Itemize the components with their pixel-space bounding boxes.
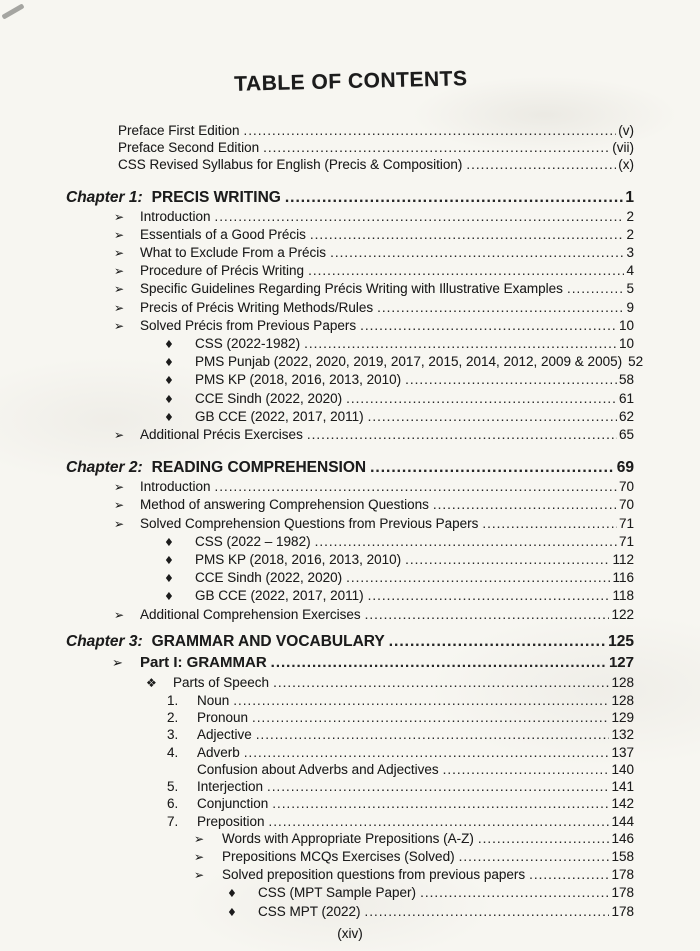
toc-entry-label: CCE Sindh (2022, 2020) <box>195 390 343 406</box>
toc-entry <box>167 778 634 795</box>
toc-entry-page: 62 <box>618 408 634 424</box>
diamond-bullet-icon: ♦ <box>164 410 174 424</box>
toc-entry-page: 5 <box>626 281 634 297</box>
toc-entry-page: 142 <box>611 796 634 812</box>
toc-entry-label: PMS Punjab (2022, 2020, 2019, 2017, 2015, 2014, 2012, 2009 & 2005) <box>195 354 623 370</box>
toc-entry-page: 140 <box>611 761 634 777</box>
dot-leader <box>405 551 610 568</box>
toc-entry <box>164 390 634 408</box>
front-matter-label: CSS Revised Syllabus for English (Precis & Composition) <box>118 157 463 173</box>
front-matter-label: Preface Second Edition <box>118 140 260 156</box>
toc-entry-label: Words with Appropriate Prepositions (A-Z) <box>222 830 474 846</box>
toc-entry-label: Prepositions MCQs Exercises (Solved) <box>222 848 455 864</box>
toc-entry-page: 118 <box>612 588 634 604</box>
toc-entry <box>167 692 634 709</box>
toc-entry-label: Parts of Speech <box>173 674 270 690</box>
toc-entry-label: Adjective <box>197 727 252 743</box>
toc-entry-page: 58 <box>618 372 634 388</box>
diamond-bullet-icon: ♦ <box>164 338 174 352</box>
toc-entry-page: 132 <box>611 727 634 743</box>
toc-entry <box>146 674 634 692</box>
toc-entry <box>164 569 634 587</box>
item-number: 6. <box>167 796 179 812</box>
diamond-bullet-icon: ♦ <box>164 572 174 586</box>
toc-entry <box>164 371 634 389</box>
dot-leader <box>271 652 607 673</box>
toc-entry <box>197 761 634 778</box>
page-title: TABLE OF CONTENTS <box>233 67 468 96</box>
toc-entry-label: Preposition <box>197 813 265 829</box>
toc-entry-page: 10 <box>618 317 634 333</box>
chapter-heading <box>66 632 634 652</box>
toc-entry <box>167 709 634 726</box>
toc-entry-page: 61 <box>618 390 634 406</box>
chapter-label: Chapter 2: <box>66 459 143 477</box>
toc-entry <box>114 515 634 533</box>
toc-entry-label: Introduction <box>140 479 211 495</box>
toc-entry <box>227 884 634 902</box>
toc-entry-label: Procedure of Précis Writing <box>140 263 305 279</box>
page-number-footer: (xiv) <box>337 925 363 941</box>
dot-leader <box>360 317 617 334</box>
dot-leader <box>368 587 611 604</box>
toc-entry-label: Introduction <box>140 208 211 224</box>
front-matter-label: Preface First Edition <box>118 123 240 138</box>
toc-entry-label: CSS (MPT Sample Paper) <box>258 885 417 901</box>
toc-entry-page: 128 <box>611 674 634 690</box>
chapter-page: 69 <box>616 459 634 477</box>
toc-entry-label: PMS KP (2018, 2016, 2013, 2010) <box>195 552 402 568</box>
toc-entry-label: GB CCE (2022, 2017, 2011) <box>195 408 364 424</box>
toc-entry-page: 158 <box>611 848 634 864</box>
toc-entry-label: Confusion about Adverbs and Adjectives <box>197 761 439 777</box>
toc-entry <box>167 813 634 830</box>
front-matter-list <box>66 122 634 174</box>
chapter-section <box>66 188 644 445</box>
chapter-title: READING COMPREHENSION <box>151 459 367 477</box>
dot-leader <box>215 478 617 495</box>
toc-entry <box>164 533 634 551</box>
arrow-bullet-icon: ➢ <box>114 282 125 297</box>
toc-entry-page: 2 <box>626 226 634 242</box>
diamond-bullet-icon: ♦ <box>164 356 174 370</box>
front-matter-page: (x) <box>618 157 634 173</box>
toc-entry <box>164 408 634 426</box>
chapter-label: Chapter 1: <box>66 188 143 206</box>
toc-entry <box>194 830 634 848</box>
toc-entry-label: CSS (2022 – 1982) <box>195 533 311 549</box>
diamond-bullet-icon: ♦ <box>164 374 174 388</box>
item-number: 5. <box>167 779 179 795</box>
toc-entry-label: Interjection <box>197 779 264 795</box>
arrow-bullet-icon: ➢ <box>194 849 205 864</box>
toc-entry-page: 112 <box>612 552 634 568</box>
dot-leader <box>443 761 610 778</box>
toc-entry <box>114 208 634 226</box>
toc-entry-label: Conjunction <box>197 796 269 812</box>
toc-entry-label: Solved Précis from Previous Papers <box>140 317 357 333</box>
toc-entry-page: 137 <box>611 744 634 760</box>
four-diamond-bullet-icon: ❖ <box>146 675 157 690</box>
chapter-page: 1 <box>625 188 634 206</box>
dot-leader <box>370 458 615 478</box>
toc-entry-page: 116 <box>612 570 634 586</box>
dot-leader <box>405 371 617 388</box>
dot-leader <box>330 244 624 261</box>
chapter-heading <box>66 458 634 478</box>
arrow-bullet-icon: ➢ <box>194 868 205 883</box>
dot-leader <box>244 744 610 761</box>
dot-leader <box>310 226 625 243</box>
diamond-bullet-icon: ♦ <box>164 535 174 549</box>
toc-entry <box>114 226 634 244</box>
toc-entry <box>164 587 634 605</box>
toc-entry-label: Solved Comprehension Questions from Previous Papers <box>140 515 479 531</box>
dot-leader <box>377 299 624 316</box>
diamond-bullet-icon: ♦ <box>164 392 174 406</box>
toc-entry-label: Method of answering Comprehension Questions <box>140 497 429 513</box>
toc-entry-label: CSS MPT (2022) <box>258 903 361 919</box>
dot-leader <box>272 795 609 812</box>
toc-entry-page: 4 <box>626 263 634 279</box>
front-matter-page: (vii) <box>612 140 634 156</box>
toc-entry-page: 65 <box>618 427 634 443</box>
chapter-title: PRECIS WRITING <box>151 188 281 206</box>
arrow-bullet-icon: ➢ <box>114 209 125 224</box>
toc-entry <box>114 426 634 444</box>
toc-entry <box>164 353 644 371</box>
toc-entry <box>194 848 634 866</box>
dot-leader <box>368 408 617 425</box>
diamond-bullet-icon: ♦ <box>164 590 174 604</box>
toc-entry-page: 71 <box>618 515 634 531</box>
dot-leader <box>267 778 609 795</box>
front-matter-page: (v) <box>618 123 634 138</box>
diamond-bullet-icon: ♦ <box>227 905 237 919</box>
toc-entry-page: 128 <box>611 693 634 709</box>
toc-entry-page: 2 <box>626 208 634 224</box>
item-number: 4. <box>167 744 179 760</box>
toc-entry <box>114 478 634 496</box>
toc-entry-label: Noun <box>197 693 230 709</box>
chapters-list <box>66 188 644 921</box>
toc-entry-page: 9 <box>626 299 634 315</box>
arrow-bullet-icon: ➢ <box>114 607 125 622</box>
toc-entry-label: Pronoun <box>197 710 249 726</box>
toc-entry <box>114 299 634 317</box>
dot-leader <box>233 692 609 709</box>
chapter-label: Chapter 3: <box>66 632 143 650</box>
toc-entry <box>114 317 634 335</box>
toc-entry-label: Specific Guidelines Regarding Précis Writing with Illustrative Examples <box>140 281 563 297</box>
toc-entry-page: 71 <box>618 533 634 549</box>
toc-entry-label: Essentials of a Good Précis <box>140 226 306 242</box>
toc-entry-page: 70 <box>618 497 634 513</box>
dot-leader <box>346 390 617 407</box>
toc-entry-page: 178 <box>611 885 634 901</box>
toc-entry-label: PMS KP (2018, 2016, 2013, 2010) <box>195 372 402 388</box>
dot-leader <box>215 208 625 225</box>
toc-entry-label: CSS (2022-1982) <box>195 336 301 352</box>
arrow-bullet-icon: ➢ <box>114 428 125 443</box>
diamond-bullet-icon: ♦ <box>227 887 237 901</box>
dot-leader <box>365 606 610 623</box>
toc-entry-page: 146 <box>611 830 634 846</box>
toc-entry <box>164 335 634 353</box>
dot-leader <box>433 496 617 513</box>
dot-leader <box>315 533 617 550</box>
chapter-section <box>66 632 634 921</box>
toc-entry-page: 122 <box>611 606 634 622</box>
toc-entry <box>114 496 634 514</box>
arrow-bullet-icon: ➢ <box>114 480 125 495</box>
dot-leader <box>482 515 617 532</box>
toc-entry-page: 178 <box>611 903 634 919</box>
chapter-heading <box>66 188 634 208</box>
front-matter-entry <box>118 139 634 156</box>
toc-entry-label: Precis of Précis Writing Methods/Rules <box>140 299 374 315</box>
chapter-section <box>66 458 634 624</box>
toc-entry-page: 10 <box>618 336 634 352</box>
toc-entry-label: Adverb <box>197 744 240 760</box>
toc-entry-page: 70 <box>618 479 634 495</box>
arrow-bullet-icon: ➢ <box>194 831 205 846</box>
item-number: 2. <box>167 710 179 726</box>
toc-entry-page: 141 <box>611 779 634 795</box>
arrow-bullet-icon: ➢ <box>114 246 125 261</box>
toc-entry <box>114 262 634 280</box>
toc-entry-label: CCE Sindh (2022, 2020) <box>195 570 343 586</box>
front-matter-entry <box>118 156 634 173</box>
toc-entry <box>114 244 634 262</box>
dot-leader <box>273 674 609 691</box>
dot-leader <box>420 884 609 901</box>
toc-entry <box>114 280 634 298</box>
arrow-bullet-icon: ➢ <box>114 300 125 315</box>
toc-entry <box>167 744 634 761</box>
dot-leader <box>389 632 606 652</box>
dot-leader <box>346 569 610 586</box>
dot-leader <box>567 280 625 297</box>
dot-leader <box>529 866 609 883</box>
toc-entry-label: Part I: GRAMMAR <box>140 653 267 671</box>
dot-leader <box>365 903 610 920</box>
toc-entry-label: Solved preposition questions from previous papers <box>222 867 526 883</box>
chapter-page: 125 <box>608 632 634 650</box>
dot-leader <box>263 139 610 156</box>
toc-entry-page: 3 <box>626 245 634 261</box>
arrow-bullet-icon: ➢ <box>112 655 123 671</box>
toc-entry <box>227 903 634 921</box>
dot-leader <box>252 709 609 726</box>
toc-entry-label: What to Exclude From a Précis <box>140 245 327 261</box>
item-number: 7. <box>167 813 179 829</box>
arrow-bullet-icon: ➢ <box>114 318 125 333</box>
toc-entry-page: 178 <box>611 867 634 883</box>
dot-leader <box>459 848 610 865</box>
arrow-bullet-icon: ➢ <box>114 227 125 242</box>
diamond-bullet-icon: ♦ <box>164 554 174 568</box>
toc-entry <box>114 606 634 624</box>
toc-entry <box>164 551 634 569</box>
arrow-bullet-icon: ➢ <box>114 264 125 279</box>
dot-leader <box>285 188 624 208</box>
chapter-title: GRAMMAR AND VOCABULARY <box>151 632 385 650</box>
arrow-bullet-icon: ➢ <box>114 498 125 513</box>
item-number: 1. <box>167 693 179 709</box>
dot-leader <box>308 262 624 279</box>
dot-leader <box>244 122 617 139</box>
toc-entry-label: Additional Précis Exercises <box>140 427 303 443</box>
arrow-bullet-icon: ➢ <box>114 516 125 531</box>
dot-leader <box>304 335 617 352</box>
dot-leader <box>269 813 610 830</box>
item-number: 3. <box>167 727 179 743</box>
dot-leader <box>256 726 610 743</box>
front-matter-entry <box>118 122 634 139</box>
toc-entry-page: 129 <box>611 710 634 726</box>
toc-entry-page: 127 <box>608 653 634 671</box>
toc-entry <box>112 652 634 674</box>
dot-leader <box>478 830 610 847</box>
toc-entry-label: GB CCE (2022, 2017, 2011) <box>195 588 364 604</box>
toc-entry <box>167 726 634 743</box>
dot-leader <box>466 156 616 173</box>
toc-entry-page: 52 <box>628 354 644 370</box>
toc-entry <box>194 866 634 884</box>
dot-leader <box>307 426 617 443</box>
toc-entry-label: Additional Comprehension Exercises <box>140 606 361 622</box>
toc-entry <box>167 795 634 812</box>
toc-entry-page: 144 <box>611 813 634 829</box>
